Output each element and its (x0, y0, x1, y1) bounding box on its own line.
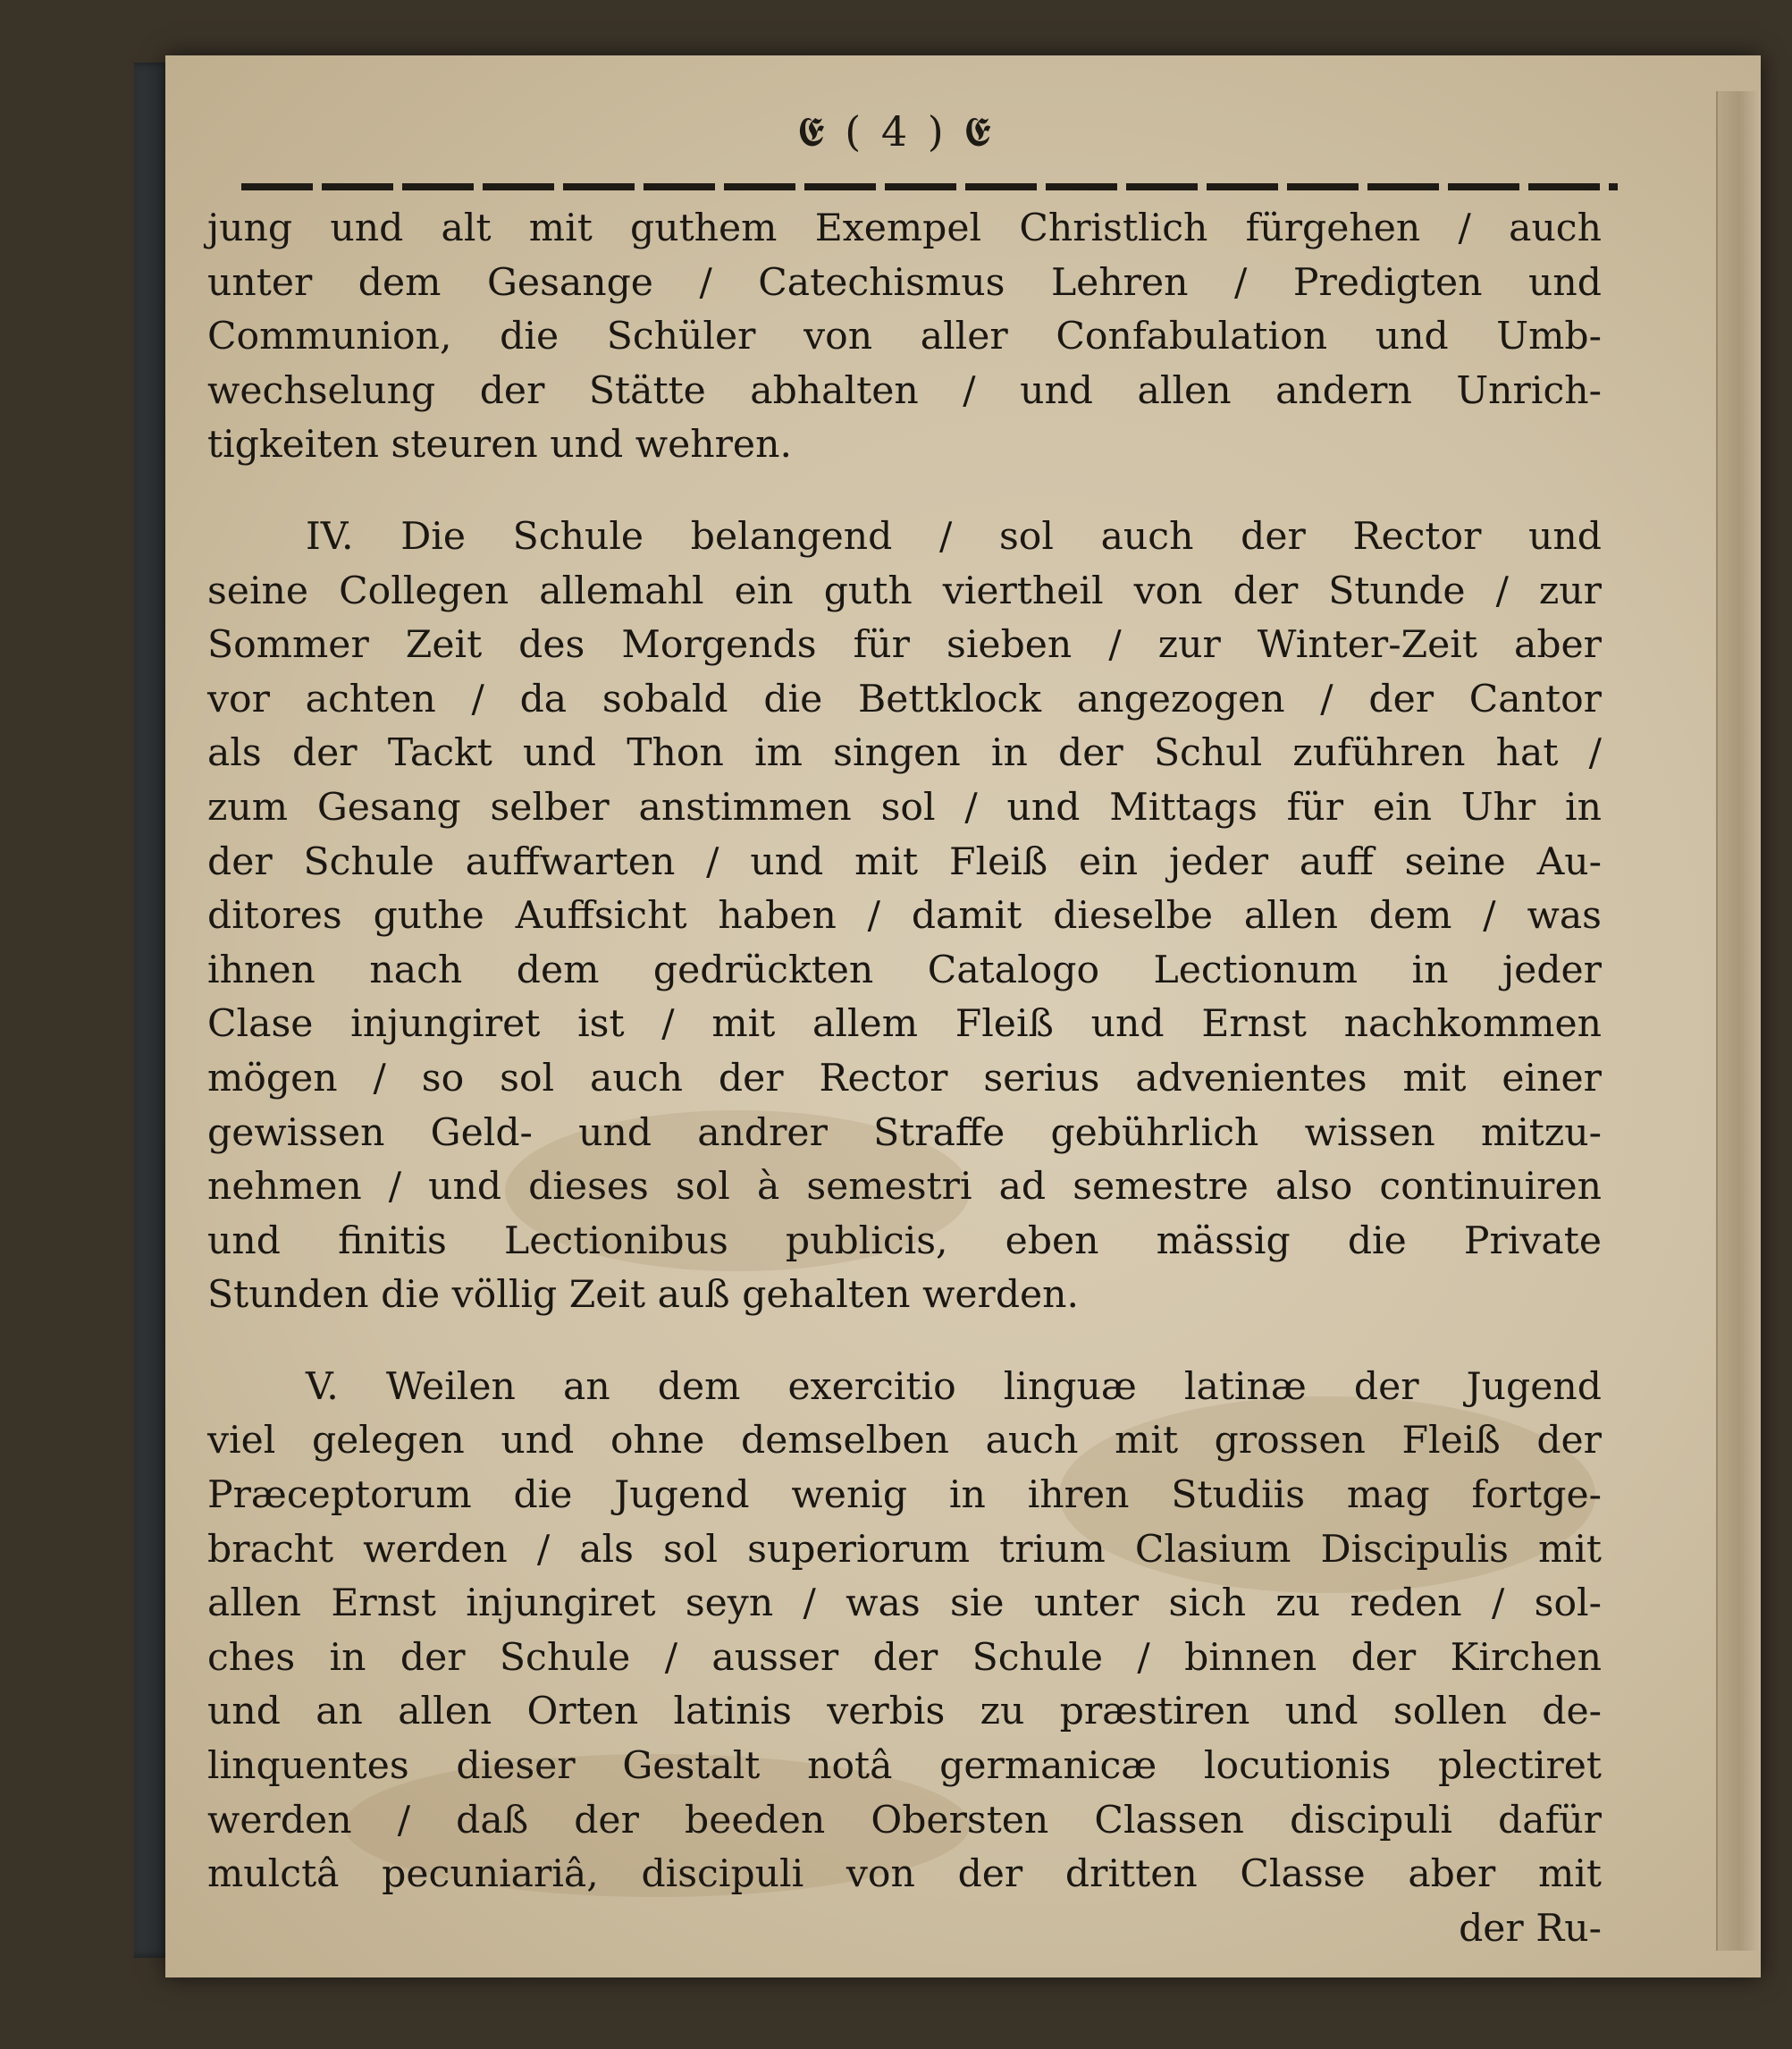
text-line: und finitis Lectionibus publicis, eben mässig die Private (207, 1218, 1602, 1263)
text-line: Stunden die völlig Zeit auß gehalten werden. (207, 1273, 1080, 1318)
text-line: als der Tackt und Thon im singen in der Schul zuführen hat / (207, 731, 1602, 776)
page-header (0, 107, 1792, 157)
paragraph-gap (207, 1323, 1602, 1361)
text-line: V. Weilen an dem exercitio linguæ latinæ der Jugend (306, 1364, 1602, 1409)
text-line: allen Ernst injungiret seyn / was sie unter sich zu reden / sol- (207, 1581, 1602, 1626)
text-line: viel gelegen und ohne demselben auch mit grossen Fleiß der (207, 1419, 1602, 1463)
text-line: mulctâ pecuniariâ, discipuli von der dritten Classe aber mit (207, 1852, 1602, 1897)
text-line: ihnen nach dem gedrückten Catalogo Lectionum in jeder (207, 948, 1602, 992)
paragraph-gap (207, 473, 1602, 510)
text-line: ches in der Schule / ausser der Schule / binnen der Kirchen (207, 1635, 1602, 1680)
text-line: bracht werden / als sol superiorum trium Clasium Discipulis mit (207, 1527, 1602, 1572)
text-line: linquentes dieser Gestalt notâ germanicæ locutionis plectiret (207, 1744, 1602, 1789)
text-line: und an allen Orten latinis verbis zu præstiren und sollen de- (207, 1690, 1602, 1734)
text-line: zum Gesang selber anstimmen sol / und Mittags für ein Uhr in (207, 785, 1602, 830)
text-line: Clase injungiret ist / mit allem Fleiß und Ernst nachkommen (207, 1002, 1602, 1047)
text-line: mögen / so sol auch der Rector serius advenientes mit einer (207, 1056, 1602, 1100)
text-line: vor achten / da sobald die Bettklock angezogen / der Cantor (207, 677, 1602, 721)
text-line: unter dem Gesange / Catechismus Lehren / Predigten und (207, 260, 1602, 305)
text-line: Sommer Zeit des Morgends für sieben / zur Winter-Zeit aber (207, 623, 1602, 668)
text-line: der Schule auffwarten / und mit Fleiß ein jeder auff seine Au- (207, 839, 1602, 884)
text-line: ditores guthe Auffsicht haben / damit dieselbe allen dem / was (207, 894, 1602, 939)
text-line: werden / daß der beeden Obersten Classen discipuli dafür (207, 1798, 1602, 1842)
text-line: gewissen Geld- und andrer Straffe gebührlich wissen mitzu- (207, 1110, 1602, 1155)
text-line: Communion, die Schüler von aller Confabulation und Umb- (207, 315, 1602, 359)
text-line: seine Collegen allemahl ein guth viertheil von der Stunde / zur (207, 569, 1602, 613)
text-line: nehmen / und dieses sol à semestri ad semestre also continuiren (207, 1165, 1602, 1210)
text-line: wechselung der Stätte abhalten / und allen andern Unrich- (207, 368, 1602, 413)
text-line: Præceptorum die Jugend wenig in ihren Studiis mag fortge- (207, 1473, 1602, 1518)
header-rule (241, 183, 1618, 190)
text-line: jung und alt mit guthem Exempel Christlich fürgehen / auch (207, 207, 1602, 250)
text-line: IV. Die Schule belangend / sol auch der Rector und (306, 514, 1602, 559)
page-number: 𝕰 ( 4 ) 𝕰 (797, 107, 995, 156)
catchword: der Ru- (1459, 1906, 1602, 1951)
body-text (207, 202, 1602, 1956)
page-edge (1716, 91, 1761, 1951)
text-line: tigkeiten steuren und wehren. (207, 423, 792, 468)
